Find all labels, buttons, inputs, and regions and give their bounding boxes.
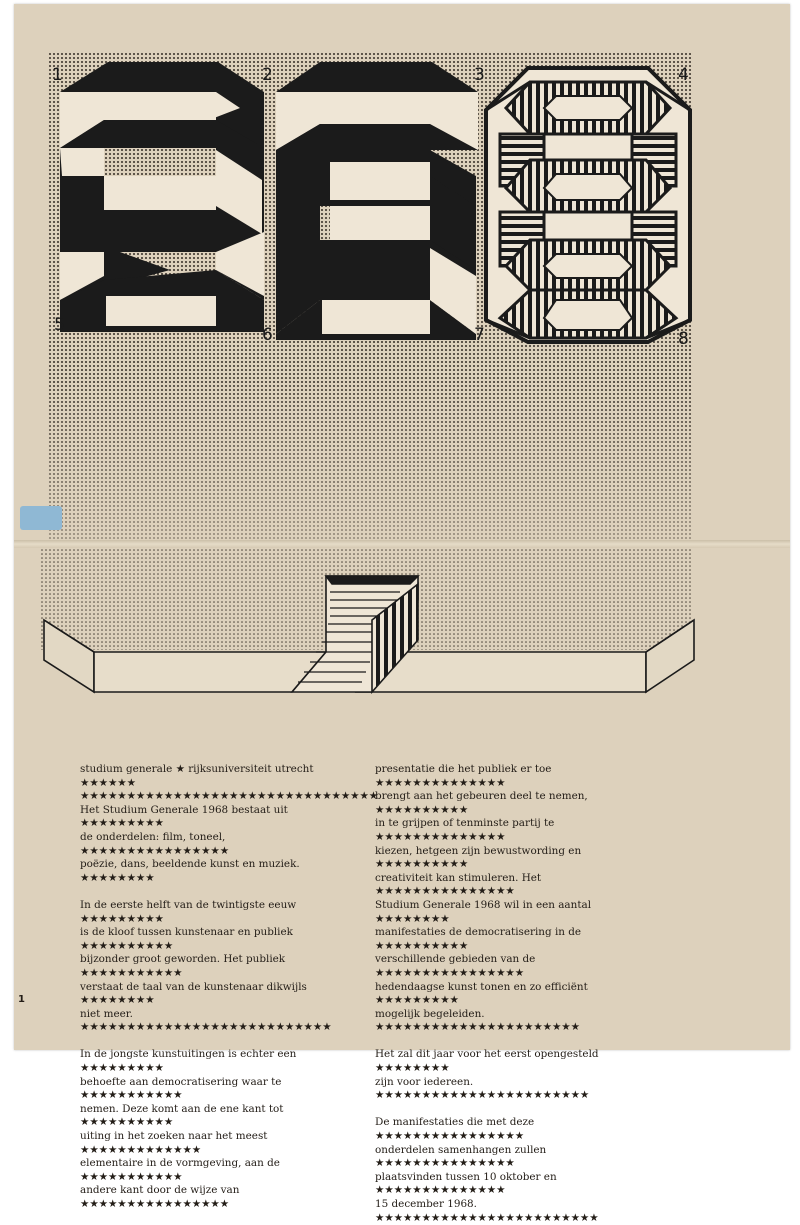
digit-nine <box>60 62 264 332</box>
corner-number-5: 5 <box>54 315 65 335</box>
paragraph-dates: De manifestaties die met deze ★★★★★★★★★★★★★★★★ onderdelen samenhangen zullen ★★★★★★★★★★★★★★★ plaatsvinden tussen 10 oktober en ★★★★★★★★★★★★★★ 15 december 1968. ★★★★★★★★★★★★★★★★★★★★★★★★ <box>375 1116 599 1224</box>
text-column-right <box>375 763 665 1225</box>
paragraph-open: Het zal dit jaar voor het eerst opengesteld ★★★★★★★★ zijn voor iedereen. ★★★★★★★★★★★★★★★★★★★★★★★ <box>375 1048 599 1102</box>
paragraph-gap: In de eerste helft van de twintigste eeuw ★★★★★★★★★ is de kloof tussen kunstenaar en publiek ★★★★★★★★★★ bijzonder groot geworden. Het publiek ★★★★★★★★★★★ verstaat de taal van de kunstenaar dikwijls ★★★★★★★★ niet meer. ★★★★★★★★★★★★★★★★★★★★★★★★★★★ <box>80 898 332 1034</box>
corner-number-2: 2 <box>262 65 273 85</box>
digit-eight <box>486 68 690 342</box>
corner-number-1: 1 <box>52 65 63 85</box>
paragraph-democratisering: In de jongste kunstuitingen is echter een ★★★★★★★★★ behoefte aan democratisering waar te ★★★★★★★★★★★ nemen. Deze komt aan de ene kant tot ★★★★★★★★★★ uiting in het zoeken naar het meest ★★★★★★★★★★★★★ elementaire in de vormgeving, aan de ★★★★★★★★★★★ andere kant door de wijze van ★★★★★★★★★★★★★★★★ <box>80 1048 297 1210</box>
paragraph-intro: studium generale ★ rijksuniversiteit utrecht ★★★★★★ ★★★★★★★★★★★★★★★★★★★★★★★★★★★★★★★★ Het Studium Generale 1968 bestaat uit ★★★★★★★★★ de onderdelen: film, toneel, ★★★★★★★★★★★★★★★★ poëzie, dans, beeldende kunst en muziek. ★★★★★★★★ <box>80 763 379 884</box>
corner-number-8: 8 <box>678 329 689 349</box>
page-number: 1 <box>18 994 25 1005</box>
corner-number-6: 6 <box>262 325 273 345</box>
page-fold <box>14 540 790 548</box>
corner-number-3: 3 <box>474 65 485 85</box>
library-sticker <box>20 506 62 530</box>
corner-number-4: 4 <box>678 65 689 85</box>
text-column-left <box>80 763 379 1212</box>
corner-number-7: 7 <box>474 325 485 345</box>
paragraph-presentatie: presentatie die het publiek er toe ★★★★★★★★★★★★★★ brengt aan het gebeuren deel te nemen, ★★★★★★★★★★ in te grijpen of tenminste partij te ★★★★★★★★★★★★★★ kiezen, hetgeen zijn bewustwording en ★★★★★★★★★★ creativiteit kan stimuleren. Het ★★★★★★★★★★★★★★★ Studium Generale 1968 wil in een aantal ★★★★★★★★ manifestaties de democratisering in de ★★★★★★★★★★ verschillende gebieden van de ★★★★★★★★★★★★★★★★ hedendaagse kunst tonen en zo efficiënt ★★★★★★★★★ mogelijk begeleiden. ★★★★★★★★★★★★★★★★★★★★★★ <box>375 763 592 1034</box>
digit-six <box>276 62 478 340</box>
